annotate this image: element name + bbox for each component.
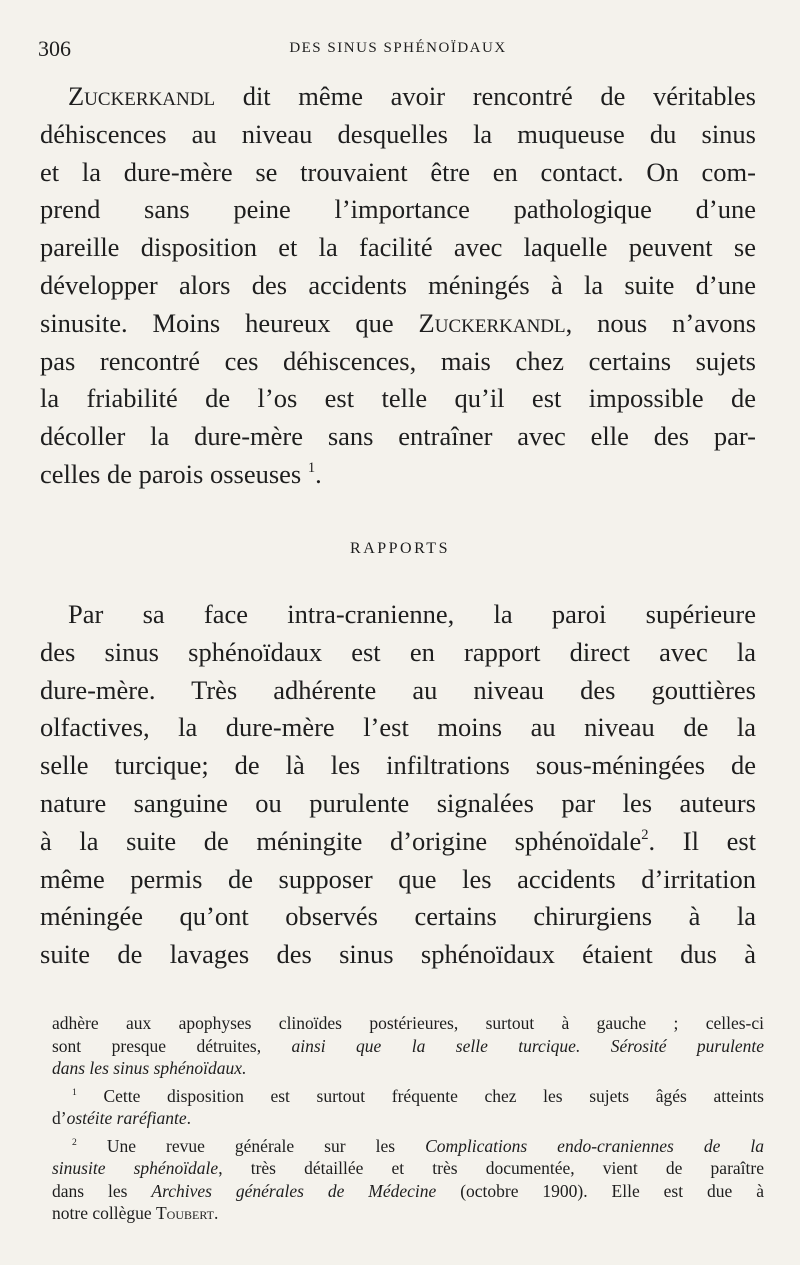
running-head: [38, 36, 758, 66]
text-line: [40, 823, 756, 861]
paragraph-2: [40, 596, 756, 974]
author-name: Zuckerkandl: [68, 81, 216, 111]
footnote-line: adhère aux apophyses clinoïdes postérieures, surtout à gauche ; celles-ci: [52, 1013, 764, 1033]
text-span: à la suite de méningite d’origine sphénoïdale: [40, 825, 642, 856]
text-line: dure-mère. Très adhérente au niveau des gouttières: [40, 674, 756, 705]
footnote-line: [52, 1057, 764, 1080]
text-span: (octobre 1900). Elle est due à: [436, 1180, 764, 1201]
text-line: suite de lavages des sinus sphénoïdaux étaient dus à: [40, 939, 756, 970]
text-span: notre collègue: [52, 1203, 156, 1223]
footnote-continuation: [52, 1012, 764, 1080]
footnote-line: [52, 1202, 764, 1225]
text-span: sinusite. Moins heureux que: [40, 307, 419, 338]
footnote-line: [52, 1135, 764, 1158]
text-line: olfactives, la dure-mère l’est moins au niveau de la: [40, 712, 756, 743]
section-heading: RAPPORTS: [350, 540, 450, 557]
text-span: d’: [52, 1108, 67, 1128]
page-number: 306: [38, 36, 71, 61]
text-span: sont presque détruites,: [52, 1035, 292, 1056]
footnote-line: [52, 1107, 764, 1130]
text-span: celles de parois osseuses: [40, 458, 302, 489]
footnote-2: [52, 1135, 764, 1225]
text-span: Cette disposition est surtout fréquente chez les sujets âgés atteints: [76, 1085, 764, 1106]
text-span: dit même avoir rencontré de véritables: [215, 81, 756, 111]
footnote-line: [52, 1035, 764, 1058]
footnote-line: [52, 1085, 764, 1108]
paragraph-1: [40, 78, 756, 494]
text-span: . Il est: [648, 825, 757, 856]
footnotes: [52, 1012, 764, 1225]
text-line: la friabilité de l’os est telle qu’il est impossible de: [40, 383, 756, 414]
text-line: prend sans peine l’importance pathologique d’une: [40, 194, 756, 225]
text-line: [40, 456, 756, 494]
text-line: nature sanguine ou purulente signalées par les auteurs: [40, 787, 756, 818]
footnote-line: [52, 1157, 764, 1180]
running-title: DES SINUS SPHÉNOÏDAUX: [289, 40, 507, 56]
italic-span: dans les sinus sphénoïdaux.: [52, 1058, 247, 1078]
footnote-line: [52, 1180, 764, 1203]
footnote-mark: 2: [72, 1136, 77, 1148]
text-line: selle turcique; de là les infiltrations sous-méningées de: [40, 750, 756, 781]
italic-span: sinusite sphénoïdale: [52, 1158, 219, 1178]
italic-span: ainsi que la selle turcique. Sérosité purulente: [291, 1035, 764, 1056]
text-line: pareille disposition et la facilité avec laquelle peuvent se: [40, 232, 756, 263]
text-line: des sinus sphénoïdaux est en rapport direct avec la: [40, 636, 756, 667]
footnote-ref: 2: [641, 826, 649, 843]
text-span: .: [315, 458, 322, 489]
text-line: Par sa face intra-cranienne, la paroi supérieure: [68, 599, 756, 629]
text-span: .: [186, 1108, 192, 1128]
text-span: , nous n’avons: [565, 307, 757, 338]
italic-span: Archives générales de Médecine: [151, 1180, 437, 1201]
text-line: [40, 78, 756, 116]
footnote-ref: 1: [307, 460, 316, 477]
text-line: et la dure-mère se trouvaient être en contact. On com-: [40, 156, 756, 187]
text-line: méningée qu’ont observés certains chirurgiens à la: [40, 901, 756, 932]
text-span: Une revue générale sur les: [76, 1135, 426, 1156]
author-name: Zuckerkandl: [418, 307, 566, 338]
text-line: même permis de supposer que les accidents d’irritation: [40, 863, 756, 894]
text-line: développer alors des accidents méningés à la suite d’une: [40, 269, 756, 300]
italic-span: ostéite raréfiante: [66, 1108, 187, 1128]
text-line: [40, 305, 756, 343]
author-name: Toubert: [155, 1203, 214, 1223]
text-span: .: [213, 1203, 219, 1223]
footnote-1: [52, 1085, 764, 1130]
footnote-mark: 1: [72, 1086, 77, 1098]
italic-span: Complications endo-craniennes de la: [425, 1135, 764, 1156]
text-line: décoller la dure-mère sans entraîner avec elle des par-: [40, 421, 756, 452]
text-span: , très détaillée et très documentée, vient de paraître: [218, 1158, 764, 1178]
text-span: dans les: [52, 1180, 152, 1201]
text-line: déhiscences au niveau desquelles la muqueuse du sinus: [40, 118, 756, 149]
text-line: pas rencontré ces déhiscences, mais chez certains sujets: [40, 345, 756, 376]
